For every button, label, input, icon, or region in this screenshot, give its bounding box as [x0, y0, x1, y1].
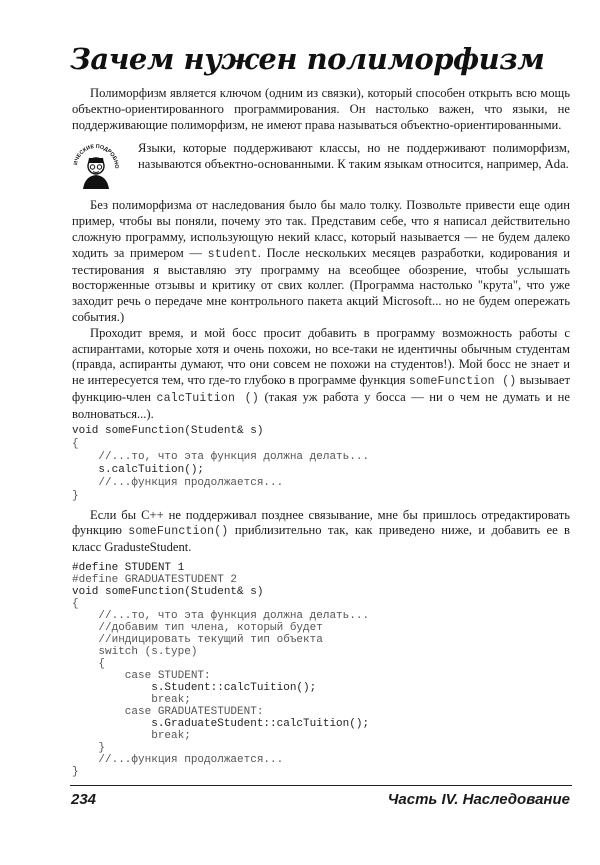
code-line: void someFunction(Student& s): [72, 424, 264, 437]
code-line: //добавим тип члена, который будет: [72, 621, 323, 634]
code-line: s.calcTuition();: [72, 463, 205, 476]
inline-code: someFunction(): [128, 525, 229, 539]
technical-details-icon: [72, 137, 120, 189]
code-line: {: [72, 437, 79, 450]
paragraph: [72, 326, 570, 423]
code-line: }: [72, 765, 79, 778]
section-title: Зачем нужен полиморфизм: [70, 42, 545, 76]
text: Без полиморфизма от наследования было бы мало толку. Позвольте привести еще один пример, чтобы вы поняли, почему это так. Представим себе, что я написал действительно сложную программу, использующую некий класс, который называется — не будем далеко ходить за примером —: [72, 198, 570, 260]
paragraph: Полиморфизм является ключом (одним из связки), который способен открыть всю мощь объектно-ориентированного программирования. Он настолько важен, что языки, не поддерживающие полиморфизм, не имеют права называться объектно-ориентированными.: [72, 86, 570, 132]
code-line: void someFunction(Student& s): [72, 585, 264, 598]
icon-label-text: ИЧЕСКИЕ ПОДРОБНО: [73, 144, 120, 170]
page-number: 234: [71, 791, 97, 808]
code-line: //индицировать текущий тип объекта: [72, 633, 323, 646]
code-line: //...функция продолжается...: [72, 476, 284, 489]
footer-divider: [70, 785, 572, 786]
code-line: }: [72, 489, 79, 502]
code-listing-2: [72, 562, 570, 778]
code-line: {: [72, 597, 79, 610]
text: Если бы C++ не поддерживал позднее связывание, мне бы пришлось отредактировать функцию: [72, 507, 570, 538]
paragraph: [72, 198, 570, 325]
code-line: break;: [72, 729, 191, 742]
text: вызывает функцию-член: [72, 373, 570, 404]
code-listing-1: [72, 425, 570, 503]
note-text: Языки, которые поддерживают классы, но не поддерживают полиморфизм, называются объектно-основанными. К таким языкам относится, например, Ada.: [138, 141, 570, 172]
code-line: case STUDENT:: [72, 669, 211, 682]
code-line: #define STUDENT 1: [72, 561, 185, 574]
code-line: {: [72, 657, 106, 670]
text: Проходит время, и мой босс просит добавить в программу возможность работы с аспирантами, которые хотя и очень похожи, но все-таки не идентичны обычным студентам (правда, аспиранты думают, что они совсем не похожи на студентов!). Мой босс не знает и не интересуется тем, что где-то глубоко в программе функция: [72, 325, 570, 388]
inline-code: calcTuition (): [156, 391, 259, 405]
code-line: s.GraduateStudent::calcTuition();: [72, 717, 370, 730]
code-line: switch (s.type): [72, 645, 198, 658]
code-line: #define GRADUATESTUDENT 2: [72, 573, 238, 586]
code-line: //...то, что эта функция должна делать...: [72, 609, 370, 622]
inline-code: student: [207, 247, 258, 261]
text: GradusteStudent.: [104, 540, 192, 555]
technical-note: [72, 141, 570, 189]
text: . После нескольких месяцев разработки, кодирования и тестирования я выставляю эту программу на всеобщее обозрение, чтобы услышать восторженные отзывы и критику от свих коллег. (Программа настолько "крута", что уже заходит речь о передаче мне контрольного пакета акций Microsoft... но не будем опережать события.): [72, 245, 570, 324]
inline-code: someFunction (): [408, 375, 517, 389]
code-line: break;: [72, 693, 191, 706]
code-line: }: [72, 741, 106, 754]
text: приблизительно так, как приведено ниже, и добавить ее в класс: [72, 523, 570, 555]
code-line: //...то, что эта функция должна делать...: [72, 450, 370, 463]
code-line: //...функция продолжается...: [72, 753, 284, 766]
text: (такая уж работа у босса — ни о чем не думать и не волноваться...).: [72, 389, 570, 421]
code-line: case GRADUATESTUDENT:: [72, 705, 264, 718]
part-title: Часть IV. Наследование: [387, 791, 570, 808]
page-body: [72, 86, 570, 783]
code-line: s.Student::calcTuition();: [72, 681, 317, 694]
paragraph: [72, 508, 570, 556]
